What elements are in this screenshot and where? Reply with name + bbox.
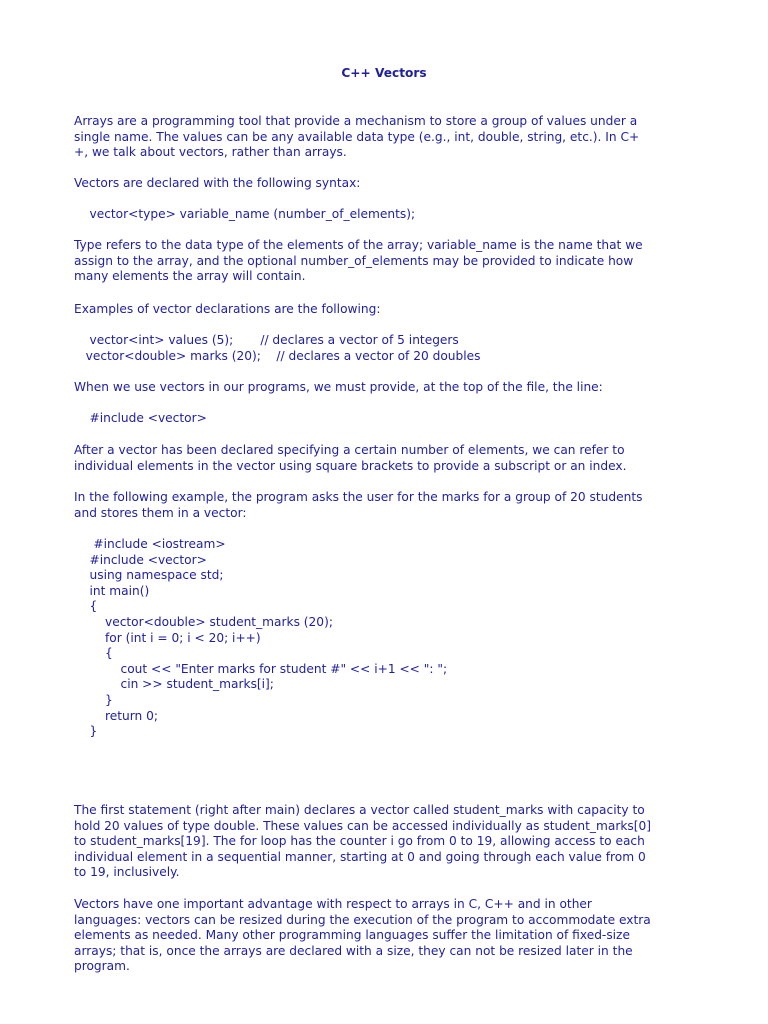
- paragraph-line: Vectors are declared with the following syntax:: [74, 176, 361, 190]
- syntax-code: [74, 207, 698, 223]
- code-line: }: [74, 724, 98, 739]
- code-line: using namespace std;: [74, 568, 224, 583]
- paragraph-line: single name. The values can be any available data type (e.g., int, double, string, etc.). In C+: [74, 129, 640, 144]
- paragraph-line: When we use vectors in our programs, we must provide, at the top of the file, the line:: [74, 380, 603, 394]
- following-paragraph: [74, 490, 698, 521]
- paragraph-line: languages: vectors can be resized during the execution of the program to accommodate extra: [74, 912, 651, 927]
- after-paragraph: [74, 443, 698, 474]
- code-line: for (int i = 0; i < 20; i++): [74, 630, 261, 645]
- code-line: vector<double> marks (20); // declares a vector of 20 doubles: [74, 348, 481, 363]
- code-line: vector<int> values (5); // declares a vector of 5 integers: [74, 333, 459, 347]
- advantage-paragraph: [74, 897, 698, 975]
- include-code: [74, 411, 698, 427]
- program-code: [74, 537, 698, 740]
- paragraph-line: Vectors have one important advantage with respect to arrays in C, C++ and in other: [74, 897, 592, 911]
- code-line: {: [74, 599, 98, 614]
- code-line: cout << "Enter marks for student #" << i+1 << ": ";: [74, 661, 448, 676]
- paragraph-line: program.: [74, 959, 130, 974]
- paragraph-line: Examples of vector declarations are the following:: [74, 302, 381, 316]
- code-line: return 0;: [74, 708, 158, 723]
- code-line: {: [74, 646, 113, 661]
- paragraph-line: many elements the array will contain.: [74, 269, 306, 284]
- code-line: #include <iostream>: [74, 537, 226, 551]
- example-code: [74, 333, 698, 364]
- paragraph-line: and stores them in a vector:: [74, 505, 247, 520]
- declared-paragraph: [74, 176, 698, 192]
- type-paragraph: [74, 238, 698, 285]
- paragraph-line: individual elements in the vector using square brackets to provide a subscript or an index.: [74, 458, 627, 473]
- first-statement-paragraph: [74, 803, 698, 881]
- code-line: #include <vector>: [74, 411, 207, 425]
- document-title: C++ Vectors: [341, 66, 427, 80]
- paragraph-line: The first statement (right after main) declares a vector called student_marks with capacity to: [74, 803, 645, 817]
- paragraph-line: Type refers to the data type of the elements of the array; variable_name is the name that we: [74, 238, 643, 252]
- code-line: #include <vector>: [74, 552, 207, 567]
- paragraph-line: to student_marks[19]. The for loop has the counter i go from 0 to 19, allowing access to each: [74, 834, 645, 849]
- paragraph-line: +, we talk about vectors, rather than arrays.: [74, 145, 347, 160]
- paragraph-line: hold 20 values of type double. These values can be accessed individually as student_marks[0]: [74, 818, 652, 833]
- paragraph-line: arrays; that is, once the arrays are declared with a size, they can not be resized later in the: [74, 943, 633, 958]
- code-line: }: [74, 692, 113, 707]
- paragraph-line: In the following example, the program asks the user for the marks for a group of 20 students: [74, 490, 643, 504]
- paragraph-line: individual element in a sequential manner, starting at 0 and going through each value from 0: [74, 849, 646, 864]
- code-line: int main(): [74, 583, 150, 598]
- paragraph-line: to 19, inclusively.: [74, 865, 180, 880]
- paragraph-line: Arrays are a programming tool that provide a mechanism to store a group of values under a: [74, 114, 638, 128]
- code-line: vector<double> student_marks (20);: [74, 614, 333, 629]
- intro-paragraph: [74, 114, 698, 161]
- paragraph-line: After a vector has been declared specifying a certain number of elements, we can refer to: [74, 443, 625, 457]
- paragraph-line: elements as needed. Many other programming languages suffer the limitation of fixed-size: [74, 928, 630, 943]
- examples-paragraph: [74, 302, 698, 318]
- code-line: cin >> student_marks[i];: [74, 677, 274, 692]
- paragraph-line: assign to the array, and the optional number_of_elements may be provided to indicate how: [74, 253, 634, 268]
- code-line: vector<type> variable_name (number_of_elements);: [74, 207, 416, 221]
- use-paragraph: [74, 380, 698, 396]
